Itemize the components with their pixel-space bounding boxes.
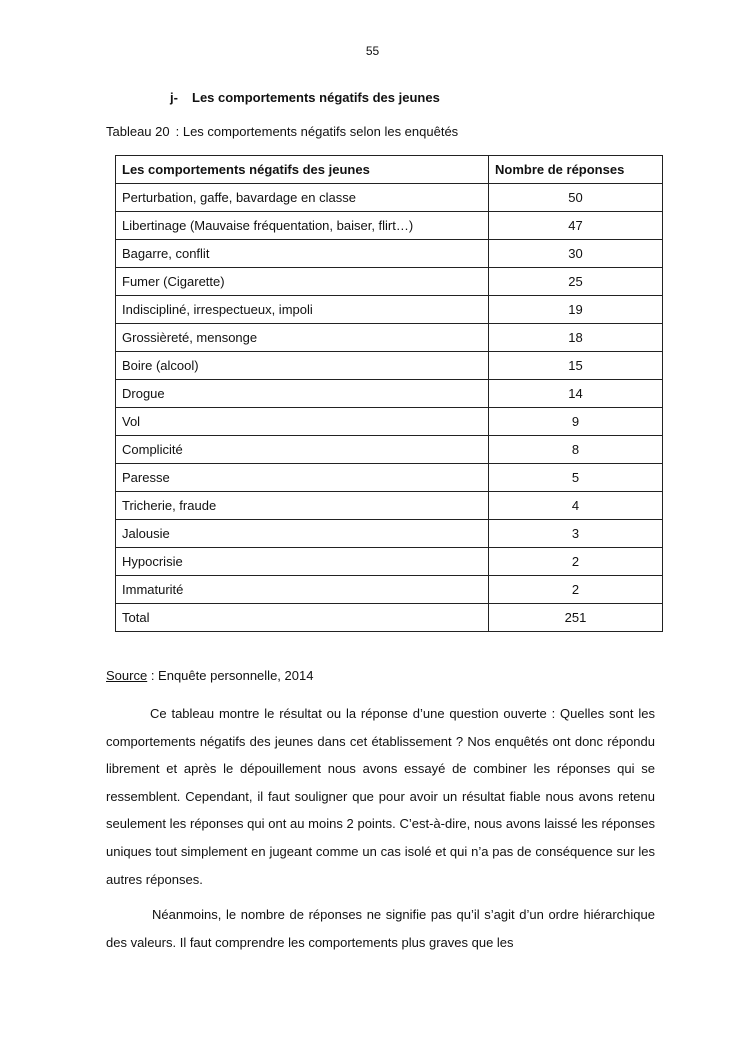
count-cell: 8 <box>489 436 663 464</box>
behavior-cell: Hypocrisie <box>116 548 489 576</box>
table-body <box>116 184 663 632</box>
section-title: Les comportements négatifs des jeunes <box>192 90 440 105</box>
table-row <box>116 548 663 576</box>
table-row <box>116 268 663 296</box>
count-cell: 50 <box>489 184 663 212</box>
behavior-cell: Paresse <box>116 464 489 492</box>
count-cell: 14 <box>489 380 663 408</box>
behavior-cell: Boire (alcool) <box>116 352 489 380</box>
section-heading <box>170 90 440 105</box>
section-marker: j- <box>170 90 178 105</box>
table-row <box>116 492 663 520</box>
table-caption <box>106 124 458 139</box>
table-row <box>116 212 663 240</box>
table-row <box>116 324 663 352</box>
table-caption-text: : Les comportements négatifs selon les enquêtés <box>175 124 459 139</box>
source-line <box>106 668 313 683</box>
table-caption-label: Tableau 20 <box>106 124 170 139</box>
table-row <box>116 184 663 212</box>
behavior-cell: Indiscipliné, irrespectueux, impoli <box>116 296 489 324</box>
count-cell: 18 <box>489 324 663 352</box>
table-row <box>116 464 663 492</box>
behavior-cell: Fumer (Cigarette) <box>116 268 489 296</box>
behavior-cell: Perturbation, gaffe, bavardage en classe <box>116 184 489 212</box>
count-cell: 4 <box>489 492 663 520</box>
body-paragraph: Ce tableau montre le résultat ou la réponse d’une question ouverte : Quelles sont les comportements négatifs des jeunes dans cet établissement ? Nos enquêtés ont donc répondu librement et après le dépouillement nous avons essayé de combiner les réponses qui se ressemblent. Cependant, il faut souligner que pour avoir un résultat fiable nous avons retenu seulement les réponses qui ont au moins 2 points. C’est-à-dire, nous avons laissé les réponses uniques tout simplement en jugeant comme un cas isolé et qui n’a pas de conséquence sur les autres réponses. <box>106 706 655 887</box>
count-cell: 15 <box>489 352 663 380</box>
behavior-cell: Complicité <box>116 436 489 464</box>
table-header-row <box>116 156 663 184</box>
behavior-cell: Bagarre, conflit <box>116 240 489 268</box>
behaviors-table <box>115 155 663 632</box>
count-cell: 2 <box>489 548 663 576</box>
table-row <box>116 380 663 408</box>
body-paragraph: Néanmoins, le nombre de réponses ne signifie pas qu’il s’agit d’un ordre hiérarchique des valeurs. Il faut comprendre les comportements plus graves que les <box>106 907 655 950</box>
count-cell: 2 <box>489 576 663 604</box>
count-cell: 30 <box>489 240 663 268</box>
behavior-cell: Tricherie, fraude <box>116 492 489 520</box>
count-cell: 47 <box>489 212 663 240</box>
table-row <box>116 352 663 380</box>
count-cell: 25 <box>489 268 663 296</box>
table-header-behavior: Les comportements négatifs des jeunes <box>116 156 489 184</box>
table-row <box>116 520 663 548</box>
source-label: Source <box>106 668 148 683</box>
behavior-cell: Total <box>116 604 489 632</box>
source-text: : Enquête personnelle, 2014 <box>147 668 314 683</box>
count-cell: 19 <box>489 296 663 324</box>
table-row <box>116 296 663 324</box>
behavior-cell: Immaturité <box>116 576 489 604</box>
table-row <box>116 240 663 268</box>
behavior-cell: Drogue <box>116 380 489 408</box>
count-cell: 251 <box>489 604 663 632</box>
table-row <box>116 576 663 604</box>
table-row <box>116 436 663 464</box>
page-number: 55 <box>365 44 380 58</box>
behavior-cell: Grossièreté, mensonge <box>116 324 489 352</box>
behavior-cell: Libertinage (Mauvaise fréquentation, baiser, flirt…) <box>116 212 489 240</box>
table-header-count: Nombre de réponses <box>489 156 663 184</box>
behavior-cell: Vol <box>116 408 489 436</box>
count-cell: 9 <box>489 408 663 436</box>
behavior-cell: Jalousie <box>116 520 489 548</box>
count-cell: 5 <box>489 464 663 492</box>
count-cell: 3 <box>489 520 663 548</box>
table-row <box>116 408 663 436</box>
table-row <box>116 604 663 632</box>
